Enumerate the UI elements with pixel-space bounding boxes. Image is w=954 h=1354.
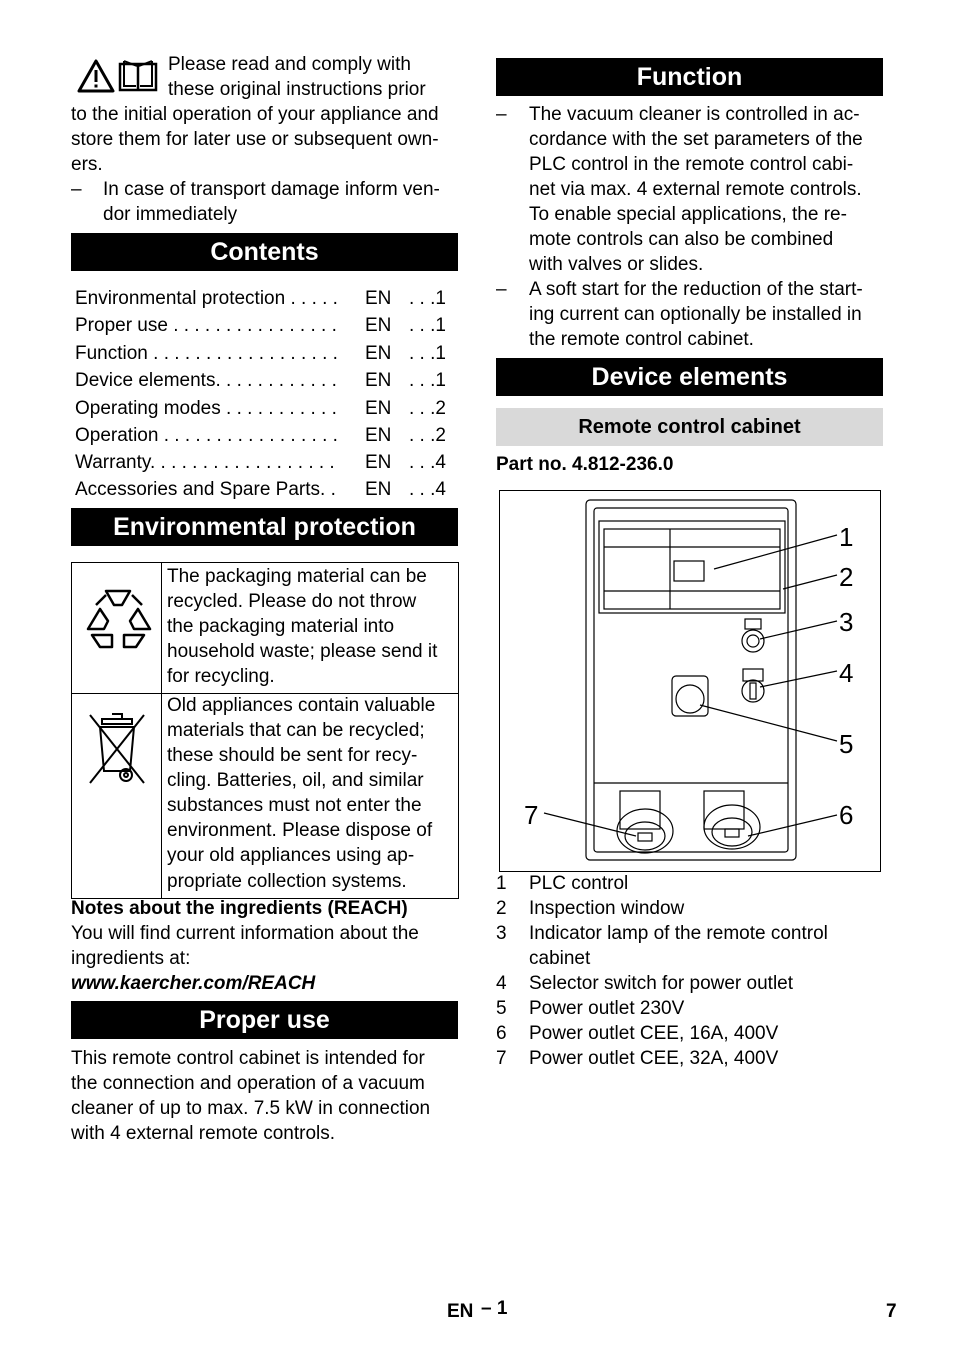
toc-row[interactable] [75, 312, 455, 339]
function-text: with valves or slides. [529, 254, 704, 275]
toc-lang: EN [365, 288, 392, 309]
recycle-text: the packaging material into [167, 616, 395, 637]
environmental-heading: Environmental protection [71, 508, 458, 546]
callout-7: 7 [524, 800, 539, 830]
part-number: Part no. 4.812-236.0 [496, 454, 674, 475]
warning-icon [77, 59, 115, 93]
toc-row[interactable] [75, 367, 455, 394]
recycle-text: household waste; please send it [167, 641, 438, 662]
function-text: net via max. 4 external remote controls. [529, 179, 862, 200]
proper-use-heading: Proper use [71, 1001, 458, 1039]
toc-lang: EN [365, 425, 392, 446]
toc-label: Function . . . . . . . . . . . . . . . . . . [75, 343, 338, 364]
callout-3: 3 [839, 607, 854, 637]
crossed-bin-icon [84, 709, 150, 789]
toc-lang: EN [365, 315, 392, 336]
toc-row[interactable] [75, 422, 455, 449]
function-heading: Function [496, 58, 883, 96]
callout-1: 1 [839, 522, 854, 552]
reach-text: ingredients at: [71, 948, 191, 969]
toc-lang: EN [365, 479, 392, 500]
function-text: mote controls can also be combined [529, 229, 834, 250]
disposal-text: materials that can be recycled; [167, 720, 425, 741]
function-text: The vacuum cleaner is controlled in ac- [529, 104, 860, 125]
toc-page: . . .1 [409, 343, 446, 364]
intro-line: these original instructions prior [168, 79, 426, 100]
toc-page: . . .2 [409, 398, 446, 419]
toc-row[interactable] [75, 449, 455, 476]
disposal-text: propriate collection systems. [167, 871, 407, 892]
disposal-text: substances must not enter the [167, 795, 422, 816]
function-text: cordance with the set parameters of the [529, 129, 863, 150]
toc-lang: EN [365, 343, 392, 364]
toc-label: Device elements. . . . . . . . . . . . [75, 370, 337, 391]
bullet-dash: – [496, 279, 507, 300]
disposal-text: these should be sent for recy- [167, 745, 418, 766]
toc-page: . . .4 [409, 452, 446, 473]
disposal-text: Old appliances contain valuable [167, 695, 436, 716]
bullet-dash: – [496, 104, 507, 125]
toc-row[interactable] [75, 340, 455, 367]
toc-page: . . .2 [409, 425, 446, 446]
intro-line: Please read and comply with [168, 54, 411, 75]
disposal-text: your old appliances using ap- [167, 845, 415, 866]
toc-label: Operation . . . . . . . . . . . . . . . . . [75, 425, 338, 446]
toc-lang: EN [365, 452, 392, 473]
toc-row[interactable] [75, 285, 455, 312]
reach-link[interactable]: www.kaercher.com/REACH [71, 973, 316, 994]
recycling-icon [82, 583, 154, 655]
function-text: ing current can optionally be installed in [529, 304, 862, 325]
contents-heading: Contents [71, 233, 458, 271]
remote-cabinet-subheading: Remote control cabinet [496, 408, 883, 446]
function-text: To enable special applications, the re- [529, 204, 847, 225]
disposal-text: cling. Batteries, oil, and similar [167, 770, 424, 791]
toc-page: . . .1 [409, 288, 446, 309]
proper-use-text: with 4 external remote controls. [71, 1123, 336, 1144]
disposal-text: environment. Please dispose of [167, 820, 433, 841]
bullet-text: dor immediately [103, 204, 238, 225]
bullet-text: In case of transport damage inform ven- [103, 179, 440, 200]
toc-lang: EN [365, 398, 392, 419]
reach-heading: Notes about the ingredients (REACH) [71, 898, 408, 919]
toc-page: . . .4 [409, 479, 446, 500]
intro-line: to the initial operation of your appliance and [71, 104, 439, 125]
toc-label: Environmental protection . . . . . [75, 288, 338, 309]
toc-label: Proper use . . . . . . . . . . . . . . . . [75, 315, 337, 336]
manual-book-icon [117, 59, 159, 93]
toc-row[interactable] [75, 476, 455, 503]
toc-label: Operating modes . . . . . . . . . . . [75, 398, 337, 419]
bullet-dash: – [71, 179, 82, 200]
toc-page: . . .1 [409, 315, 446, 336]
toc-lang: EN [365, 370, 392, 391]
callout-4: 4 [839, 658, 854, 688]
proper-use-text: cleaner of up to max. 7.5 kW in connection [71, 1098, 431, 1119]
function-text: PLC control in the remote control cabi- [529, 154, 854, 175]
reach-text: You will find current information about the [71, 923, 419, 944]
footer-lang: EN [447, 1301, 474, 1322]
intro-line: store them for later use or subsequent own- [71, 129, 439, 150]
toc-label: Warranty. . . . . . . . . . . . . . . . . . [75, 452, 335, 473]
function-text: A soft start for the reduction of the start- [529, 279, 863, 300]
recycle-text: The packaging material can be [167, 566, 427, 587]
function-text: the remote control cabinet. [529, 329, 754, 350]
toc-row[interactable] [75, 395, 455, 422]
proper-use-text: the connection and operation of a vacuum [71, 1073, 425, 1094]
callout-6: 6 [839, 800, 854, 830]
toc-label: Accessories and Spare Parts. . [75, 479, 336, 500]
footer-subpage: – 1 [481, 1298, 508, 1319]
recycle-text: for recycling. [167, 666, 275, 687]
proper-use-text: This remote control cabinet is intended for [71, 1048, 425, 1069]
cabinet-diagram [500, 491, 880, 871]
cabinet-figure [499, 490, 881, 872]
toc-page: . . .1 [409, 370, 446, 391]
page-number: 7 [886, 1301, 897, 1322]
environmental-table [71, 562, 459, 899]
callout-2: 2 [839, 562, 854, 592]
callout-5: 5 [839, 729, 854, 759]
recycle-text: recycled. Please do not throw [167, 591, 417, 612]
intro-line: ers. [71, 154, 103, 175]
device-elements-heading: Device elements [496, 358, 883, 396]
